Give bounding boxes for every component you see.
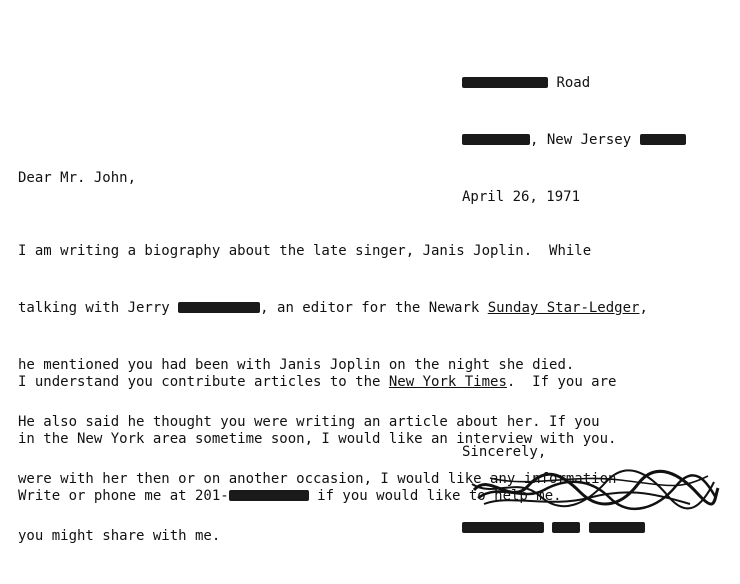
newspaper-title: Sunday Star-Ledger [487, 300, 640, 316]
address-city-state: , New Jersey [462, 131, 686, 150]
p1-line-2: talking with Jerry , an editor for the Newark Sunday Star-Ledger, [18, 300, 648, 316]
p1-line-6: you might share with me. [18, 528, 221, 544]
p2-line-2: in the New York area sometime soon, I would like an interview with you. [18, 431, 617, 447]
letter-date: April 26, 1971 [462, 189, 581, 205]
redacted-surname-signature [589, 522, 645, 533]
salutation: Dear Mr. John, [18, 170, 137, 186]
redacted-zip [640, 134, 686, 145]
newspaper-title-times: New York Times [388, 374, 507, 390]
address-street: Road [462, 74, 686, 93]
p1-line-5: were with her then or on another occasion, I would like any information [18, 471, 617, 487]
redacted-surname [178, 302, 260, 313]
p1-line-3: he mentioned you had been with Janis Joplin on the night she died. [18, 357, 575, 373]
p1-line-1: I am writing a biography about the late singer, Janis Joplin. While [18, 243, 592, 259]
typed-name-redacted [462, 520, 645, 536]
paragraph-2 [18, 335, 616, 544]
signature-scribble [470, 468, 720, 512]
redacted-city [462, 134, 530, 145]
p1-line-4: He also said he thought you were writing an article about her. If you [18, 414, 600, 430]
redacted-phone [229, 490, 309, 501]
p2-line-1: I understand you contribute articles to the New York Times. If you are [18, 374, 617, 390]
closing: Sincerely, [462, 444, 547, 460]
redacted-first-name [462, 522, 544, 533]
redacted-initial [552, 522, 580, 533]
redacted-street-number [462, 77, 548, 88]
p2-line-3: Write or phone me at 201- if you would like to help me. [18, 488, 562, 504]
